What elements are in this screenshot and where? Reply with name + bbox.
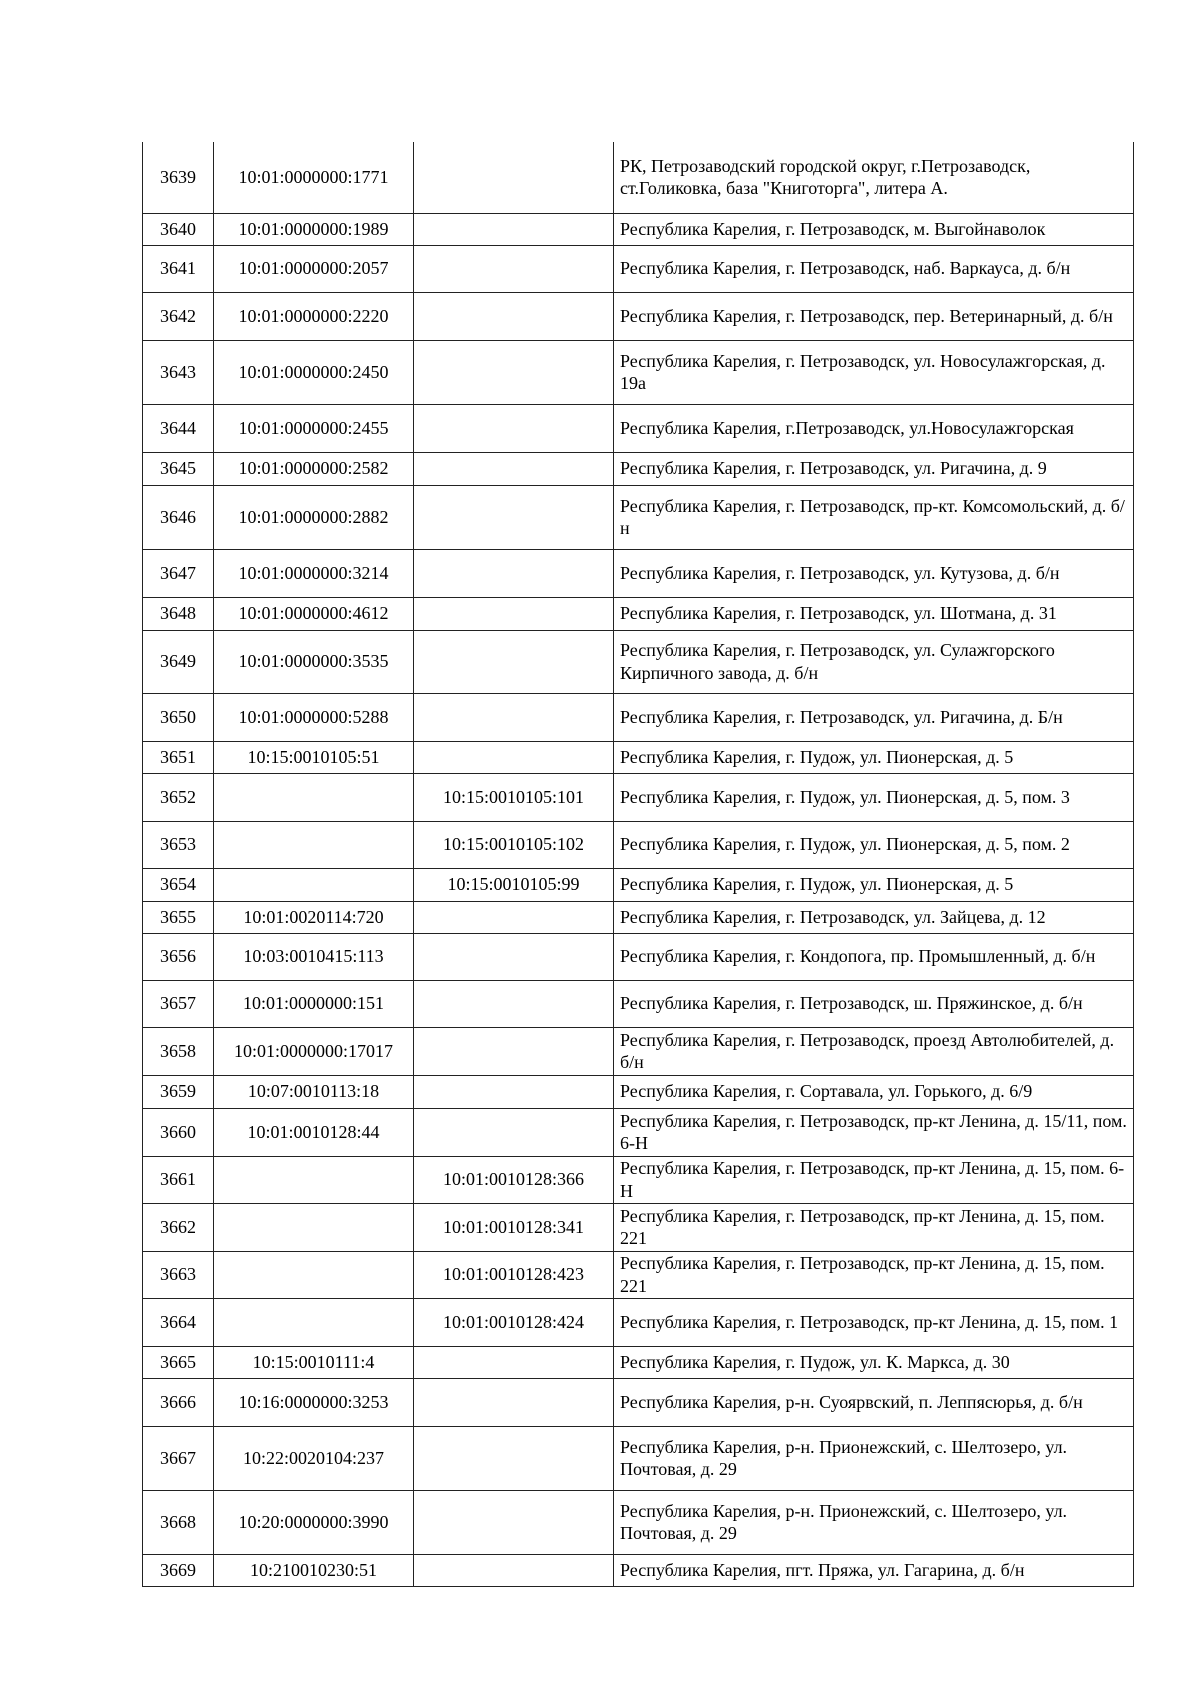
cadastral-number: 10:01:0000000:2882 <box>214 485 414 549</box>
cadastral-number: 10:210010230:51 <box>214 1554 414 1586</box>
table-row <box>143 1554 1134 1586</box>
cadastral-number: 10:01:0000000:2450 <box>214 340 414 404</box>
address: Республика Карелия, г. Петрозаводск, ул. Новосулажгорская, д. 19а <box>614 340 1134 404</box>
table-row <box>143 549 1134 597</box>
address: Республика Карелия, г. Петрозаводск, пр-кт. Комсомольский, д. б/н <box>614 485 1134 549</box>
sub-cadastral-number: 10:15:0010105:101 <box>414 773 614 821</box>
table-row <box>143 1251 1134 1298</box>
cadastral-number: 10:07:0010113:18 <box>214 1075 414 1108</box>
sub-cadastral-number <box>414 901 614 933</box>
table-row <box>143 404 1134 452</box>
table-row <box>143 980 1134 1027</box>
sub-cadastral-number <box>414 452 614 485</box>
address: Республика Карелия, г. Петрозаводск, ш. Пряжинское, д. б/н <box>614 980 1134 1027</box>
address: Республика Карелия, г. Пудож, ул. К. Маркса, д. 30 <box>614 1346 1134 1378</box>
row-number: 3647 <box>143 549 214 597</box>
row-number: 3650 <box>143 693 214 741</box>
table-row <box>143 933 1134 980</box>
table-row <box>143 693 1134 741</box>
cadastral-number: 10:15:0010111:4 <box>214 1346 414 1378</box>
row-number: 3646 <box>143 485 214 549</box>
row-number: 3662 <box>143 1203 214 1251</box>
sub-cadastral-number <box>414 933 614 980</box>
address: Республика Карелия, г. Пудож, ул. Пионерская, д. 5, пом. 3 <box>614 773 1134 821</box>
address: Республика Карелия, р-н. Суоярвский, п. Леппясюрья, д. б/н <box>614 1378 1134 1426</box>
sub-cadastral-number: 10:01:0010128:424 <box>414 1298 614 1346</box>
cadastral-number: 10:16:0000000:3253 <box>214 1378 414 1426</box>
property-registry-table <box>142 142 1134 1587</box>
cadastral-number: 10:01:0000000:2455 <box>214 404 414 452</box>
row-number: 3660 <box>143 1108 214 1156</box>
sub-cadastral-number <box>414 549 614 597</box>
address: Республика Карелия, пгт. Пряжа, ул. Гагарина, д. б/н <box>614 1554 1134 1586</box>
cadastral-number: 10:01:0010128:44 <box>214 1108 414 1156</box>
sub-cadastral-number: 10:01:0010128:341 <box>414 1203 614 1251</box>
cadastral-number: 10:01:0020114:720 <box>214 901 414 933</box>
address: Республика Карелия, р-н. Прионежский, с. Шелтозеро, ул. Почтовая, д. 29 <box>614 1490 1134 1554</box>
table-row <box>143 630 1134 693</box>
cadastral-number: 10:01:0000000:3214 <box>214 549 414 597</box>
row-number: 3666 <box>143 1378 214 1426</box>
row-number: 3669 <box>143 1554 214 1586</box>
address: Республика Карелия, г. Кондопога, пр. Промышленный, д. б/н <box>614 933 1134 980</box>
address: Республика Карелия, г. Петрозаводск, пр-кт Ленина, д. 15, пом. 221 <box>614 1251 1134 1298</box>
address: Республика Карелия, г. Пудож, ул. Пионерская, д. 5 <box>614 741 1134 773</box>
row-number: 3668 <box>143 1490 214 1554</box>
address: Республика Карелия, г. Петрозаводск, наб. Варкауса, д. б/н <box>614 245 1134 292</box>
address: Республика Карелия, г. Сортавала, ул. Горького, д. 6/9 <box>614 1075 1134 1108</box>
cadastral-number: 10:01:0000000:3535 <box>214 630 414 693</box>
row-number: 3656 <box>143 933 214 980</box>
row-number: 3643 <box>143 340 214 404</box>
table-row <box>143 868 1134 901</box>
address: Республика Карелия, г. Петрозаводск, ул. Шотмана, д. 31 <box>614 597 1134 630</box>
sub-cadastral-number: 10:01:0010128:423 <box>414 1251 614 1298</box>
address: РК, Петрозаводский городской округ, г.Петрозаводск, ст.Голиковка, база "Книготорга", литера А. <box>614 142 1134 213</box>
address: Республика Карелия, г. Петрозаводск, ул. Зайцева, д. 12 <box>614 901 1134 933</box>
address: Республика Карелия, г. Петрозаводск, пр-кт Ленина, д. 15, пом. 1 <box>614 1298 1134 1346</box>
sub-cadastral-number: 10:15:0010105:99 <box>414 868 614 901</box>
sub-cadastral-number: 10:15:0010105:102 <box>414 821 614 868</box>
row-number: 3649 <box>143 630 214 693</box>
address: Республика Карелия, г. Петрозаводск, ул. Кутузова, д. б/н <box>614 549 1134 597</box>
cadastral-number: 10:01:0000000:2220 <box>214 292 414 340</box>
table-row <box>143 821 1134 868</box>
sub-cadastral-number <box>414 485 614 549</box>
cadastral-number: 10:01:0000000:2057 <box>214 245 414 292</box>
row-number: 3654 <box>143 868 214 901</box>
sub-cadastral-number <box>414 1075 614 1108</box>
sub-cadastral-number <box>414 142 614 213</box>
row-number: 3655 <box>143 901 214 933</box>
row-number: 3665 <box>143 1346 214 1378</box>
address: Республика Карелия, г. Петрозаводск, пр-кт Ленина, д. 15, пом. 6-Н <box>614 1156 1134 1203</box>
cadastral-number <box>214 1298 414 1346</box>
cadastral-number: 10:01:0000000:151 <box>214 980 414 1027</box>
address: Республика Карелия, г.Петрозаводск, ул.Новосулажгорская <box>614 404 1134 452</box>
row-number: 3639 <box>143 142 214 213</box>
row-number: 3663 <box>143 1251 214 1298</box>
table-row <box>143 1490 1134 1554</box>
sub-cadastral-number <box>414 1426 614 1490</box>
address: Республика Карелия, г. Петрозаводск, пр-кт Ленина, д. 15, пом. 221 <box>614 1203 1134 1251</box>
row-number: 3664 <box>143 1298 214 1346</box>
table-row <box>143 773 1134 821</box>
address: Республика Карелия, г. Петрозаводск, пер. Ветеринарный, д. б/н <box>614 292 1134 340</box>
table-row <box>143 142 1134 213</box>
cadastral-number <box>214 1251 414 1298</box>
cadastral-number <box>214 1156 414 1203</box>
sub-cadastral-number <box>414 340 614 404</box>
row-number: 3644 <box>143 404 214 452</box>
row-number: 3641 <box>143 245 214 292</box>
table-row <box>143 1346 1134 1378</box>
sub-cadastral-number <box>414 1490 614 1554</box>
table-row <box>143 741 1134 773</box>
table-row <box>143 340 1134 404</box>
table-row <box>143 1426 1134 1490</box>
cadastral-number: 10:15:0010105:51 <box>214 741 414 773</box>
cadastral-number: 10:01:0000000:17017 <box>214 1027 414 1075</box>
table-row <box>143 1027 1134 1075</box>
cadastral-number <box>214 773 414 821</box>
table-row <box>143 1298 1134 1346</box>
table-row <box>143 213 1134 245</box>
table-row <box>143 1203 1134 1251</box>
address: Республика Карелия, г. Петрозаводск, ул. Ригачина, д. Б/н <box>614 693 1134 741</box>
cadastral-number: 10:01:0000000:5288 <box>214 693 414 741</box>
sub-cadastral-number <box>414 597 614 630</box>
address: Республика Карелия, г. Петрозаводск, ул. Ригачина, д. 9 <box>614 452 1134 485</box>
sub-cadastral-number <box>414 1554 614 1586</box>
table-row <box>143 597 1134 630</box>
cadastral-number: 10:22:0020104:237 <box>214 1426 414 1490</box>
row-number: 3653 <box>143 821 214 868</box>
row-number: 3651 <box>143 741 214 773</box>
table-row <box>143 245 1134 292</box>
sub-cadastral-number <box>414 741 614 773</box>
sub-cadastral-number <box>414 630 614 693</box>
sub-cadastral-number <box>414 404 614 452</box>
row-number: 3640 <box>143 213 214 245</box>
sub-cadastral-number <box>414 1378 614 1426</box>
sub-cadastral-number <box>414 245 614 292</box>
row-number: 3648 <box>143 597 214 630</box>
cadastral-number: 10:01:0000000:1771 <box>214 142 414 213</box>
row-number: 3652 <box>143 773 214 821</box>
table-row <box>143 901 1134 933</box>
cadastral-number <box>214 1203 414 1251</box>
address: Республика Карелия, г. Пудож, ул. Пионерская, д. 5 <box>614 868 1134 901</box>
sub-cadastral-number <box>414 1108 614 1156</box>
row-number: 3645 <box>143 452 214 485</box>
cadastral-number: 10:01:0000000:2582 <box>214 452 414 485</box>
row-number: 3658 <box>143 1027 214 1075</box>
row-number: 3661 <box>143 1156 214 1203</box>
row-number: 3657 <box>143 980 214 1027</box>
address: Республика Карелия, г. Петрозаводск, ул. Сулажгорского Кирпичного завода, д. б/н <box>614 630 1134 693</box>
sub-cadastral-number <box>414 980 614 1027</box>
row-number: 3667 <box>143 1426 214 1490</box>
cadastral-number: 10:01:0000000:4612 <box>214 597 414 630</box>
table-row <box>143 1108 1134 1156</box>
table-row <box>143 1156 1134 1203</box>
cadastral-number: 10:03:0010415:113 <box>214 933 414 980</box>
table-row <box>143 452 1134 485</box>
cadastral-number <box>214 868 414 901</box>
cadastral-number: 10:01:0000000:1989 <box>214 213 414 245</box>
table-row <box>143 1378 1134 1426</box>
row-number: 3642 <box>143 292 214 340</box>
cadastral-number: 10:20:0000000:3990 <box>214 1490 414 1554</box>
address: Республика Карелия, г. Петрозаводск, пр-кт Ленина, д. 15/11, пом. 6-Н <box>614 1108 1134 1156</box>
address: Республика Карелия, г. Пудож, ул. Пионерская, д. 5, пом. 2 <box>614 821 1134 868</box>
address: Республика Карелия, р-н. Прионежский, с. Шелтозеро, ул. Почтовая, д. 29 <box>614 1426 1134 1490</box>
address: Республика Карелия, г. Петрозаводск, проезд Автолюбителей, д. б/н <box>614 1027 1134 1075</box>
sub-cadastral-number <box>414 213 614 245</box>
table-row <box>143 1075 1134 1108</box>
table-row <box>143 485 1134 549</box>
sub-cadastral-number <box>414 1027 614 1075</box>
row-number: 3659 <box>143 1075 214 1108</box>
sub-cadastral-number <box>414 693 614 741</box>
sub-cadastral-number: 10:01:0010128:366 <box>414 1156 614 1203</box>
address: Республика Карелия, г. Петрозаводск, м. Выгойнаволок <box>614 213 1134 245</box>
table-row <box>143 292 1134 340</box>
sub-cadastral-number <box>414 292 614 340</box>
cadastral-number <box>214 821 414 868</box>
sub-cadastral-number <box>414 1346 614 1378</box>
